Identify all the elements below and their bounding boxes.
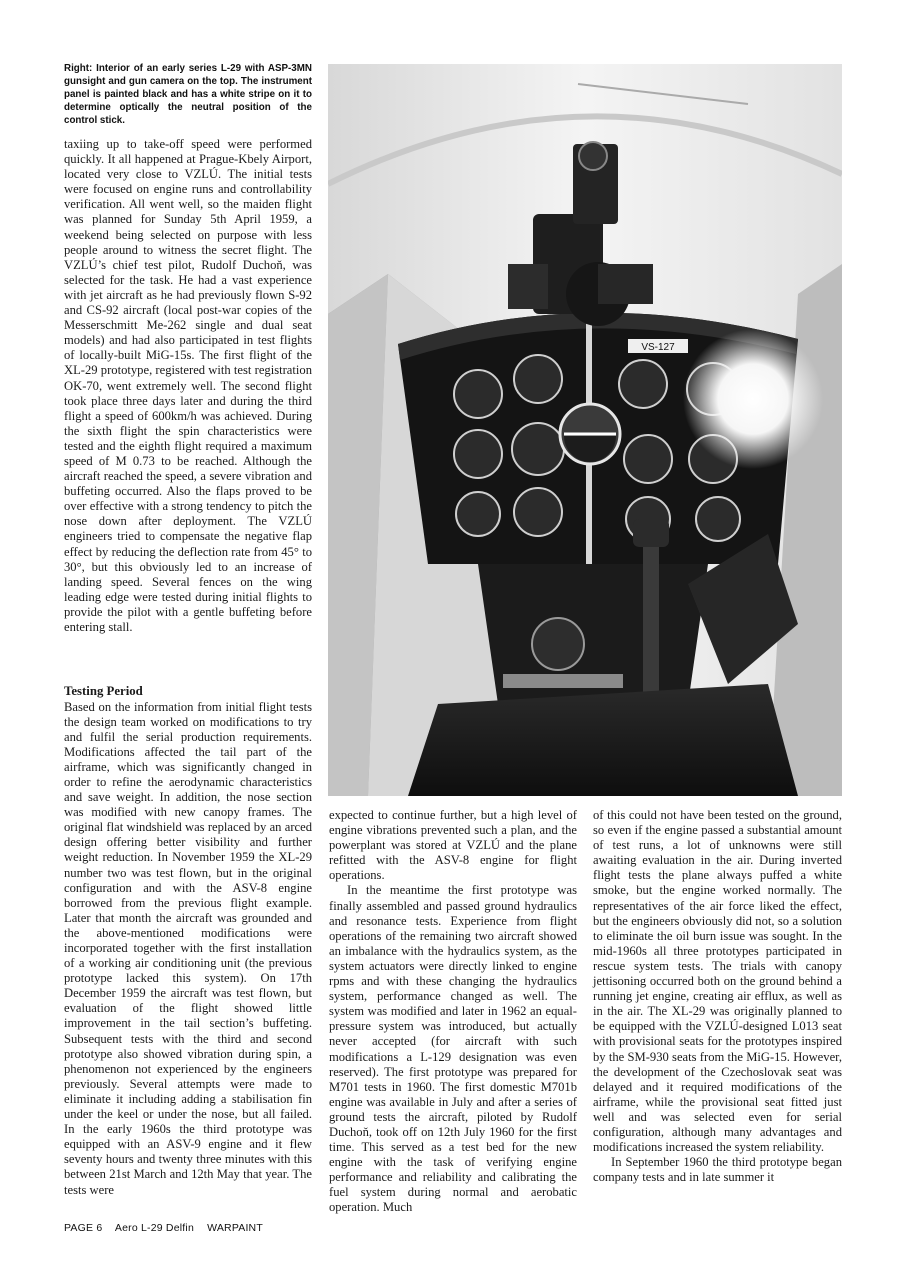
body-paragraph: In the meantime the first prototype was finally assembled and passed ground hydraulics and resonance tests. Experience from flight operations of the remaining two aircraft showed an imbalance with the hydraulics system, as the system actuators were directly linked to engine rpms and with these changing the hydraulics system, performance changed as well. The system was modified and later in 1962 an equal-pressure system was introduced, but actually never accepted (for aircraft with such modifications a L-129 designation was even reserved). The first prototype was prepared for M701 tests in 1960. The first domestic M701b engine was available in July and after a series of ground tests the aircraft, piloted by Rudolf Duchoň, took off on 12th July 1960 for the first time. This served as a test bed for the new engine with the task of verifying engine performance and reliability and calibrating the fuel system during normal and aerobatic operation. Much [329,883,577,1215]
page-number: PAGE 6 [64,1222,103,1234]
cockpit-illustration [328,64,842,796]
text-column-left-top [64,137,312,635]
page-footer [64,1222,273,1234]
publisher-name: WARPAINT [207,1222,263,1234]
publication-title: Aero L-29 Delfin [114,1222,194,1234]
text-column-middle [329,808,577,1216]
text-column-right [593,808,842,1185]
photo-caption: Right: Interior of an early series L-29 with ASP-3MN gunsight and gun camera on the top. The instrument panel is painted black and has a white stripe on it to determine optically the neutral position of the control stick. [64,63,312,126]
text-column-left-bottom [64,684,312,1198]
cockpit-photo [328,64,842,796]
body-paragraph: Based on the information from initial flight tests the design team worked on modifications to try and fulfil the serial production requirements. Modifications affected the tail part of the airframe, which was significantly changed in order to refine the aerodynamic characteristics and save weight. In addition, the nose section was modified with new canopy frames. The original flat windshield was replaced by an arced design offering better visibility and further weight reduction. In November 1959 the XL-29 number two was test flown, but in the original configuration and with the ASV-8 engine borrowed from the previous flight example. Later that month the aircraft was grounded and the above-mentioned modifications were incorporated together with the first installation of a working air conditioning unit (the previous prototype lacked this system). On 17th December 1959 the aircraft was test flown, but evaluation of the flight showed little improvement in the tail section’s buffeting. Subsequent tests with the third and second prototype also showed vibration during spin, a phenomenon not experienced by the engineers previously. Several attempts were made to eliminate it including adding a stabilisation fin under the keel or under the nose, but all failed. In the early 1960s the third prototype was equipped with an ASV-9 engine and it flew seventy hours and twenty three minutes with this between 21st March and 12th May that year. The tests were [64,699,312,1197]
body-paragraph: expected to continue further, but a high level of engine vibrations prevented such a plan, and the powerplant was stored at VZLÚ and the plane refitted with the ASV-8 engine for flight operations. [329,808,577,883]
body-paragraph: taxiing up to take-off speed were performed quickly. It all happened at Prague-Kbely Airport, located very close to VZLÚ. The initial tests were focused on engine runs and controllability verification. All went well, so the maiden flight was planned for Sunday 5th April 1959, a weekend being selected on purpose with less people around to witness the secret flight. The VZLÚ’s chief test pilot, Rudolf Duchoň, was selected for the task. He had a vast experience with jet aircraft as he had previously flown S-92 and CS-92 aircraft (local post-war copies of the Messerschmitt Me-262 single and dual seat models) and had also participated in test flights of locally-built MiG-15s. The first flight of the XL-29 prototype, registered with test registration OK-70, went extremely well. The second flight took place three days later and during the third flight a speed of 600km/h was achieved. During the sixth flight the spin characteristics were tested and the eighth flight required a maximum speed of M 0.73 to be reached. Although the aircraft reached the speed, a severe vibration and buffeting occurred. Also the flaps proved to be over effective with a strong tendency to pitch the nose down after deployment. The VZLÚ engineers tried to compensate the negative flap effect by reducing the deflection rate from 45° to 30°, but this obviously led to an increase of landing speed. Several fences on the wing leading edge were tested during initial flights to provide the pilot with a gentle buffeting before entering stall. [64,137,312,634]
body-paragraph: In September 1960 the third prototype began company tests and in late summer it [593,1155,842,1185]
section-heading: Testing Period [64,684,143,698]
panel-label: VS-127 [641,342,675,353]
body-paragraph: of this could not have been tested on the ground, so even if the engine passed a substantial amount of test runs, a lot of unknowns were still awaiting evaluation in the air. During inverted flight tests the plane always puffed a white smoke, but the engine worked normally. The representatives of the air force liked the effect, but the engineers obviously did not, so a solution to eliminate the oil burn issue was sought. In the mid-1960s all three prototypes participated in rescue system tests. The trials with canopy jettisoning occurred both on the ground behind a running jet engine, creating air efflux, as well as in the air. The XL-29 was originally planned to be equipped with the VZLÚ-designed L013 seat with provisional seats for the prototypes inspired by the SM-930 seats from the MiG-15. However, the development of the Czechoslovak seat was delayed and it required modifications of the airframe, while the provisional seat fitted just well and was selected even for serial configuration, although many advantages and modifications increased the system reliability. [593,808,842,1155]
